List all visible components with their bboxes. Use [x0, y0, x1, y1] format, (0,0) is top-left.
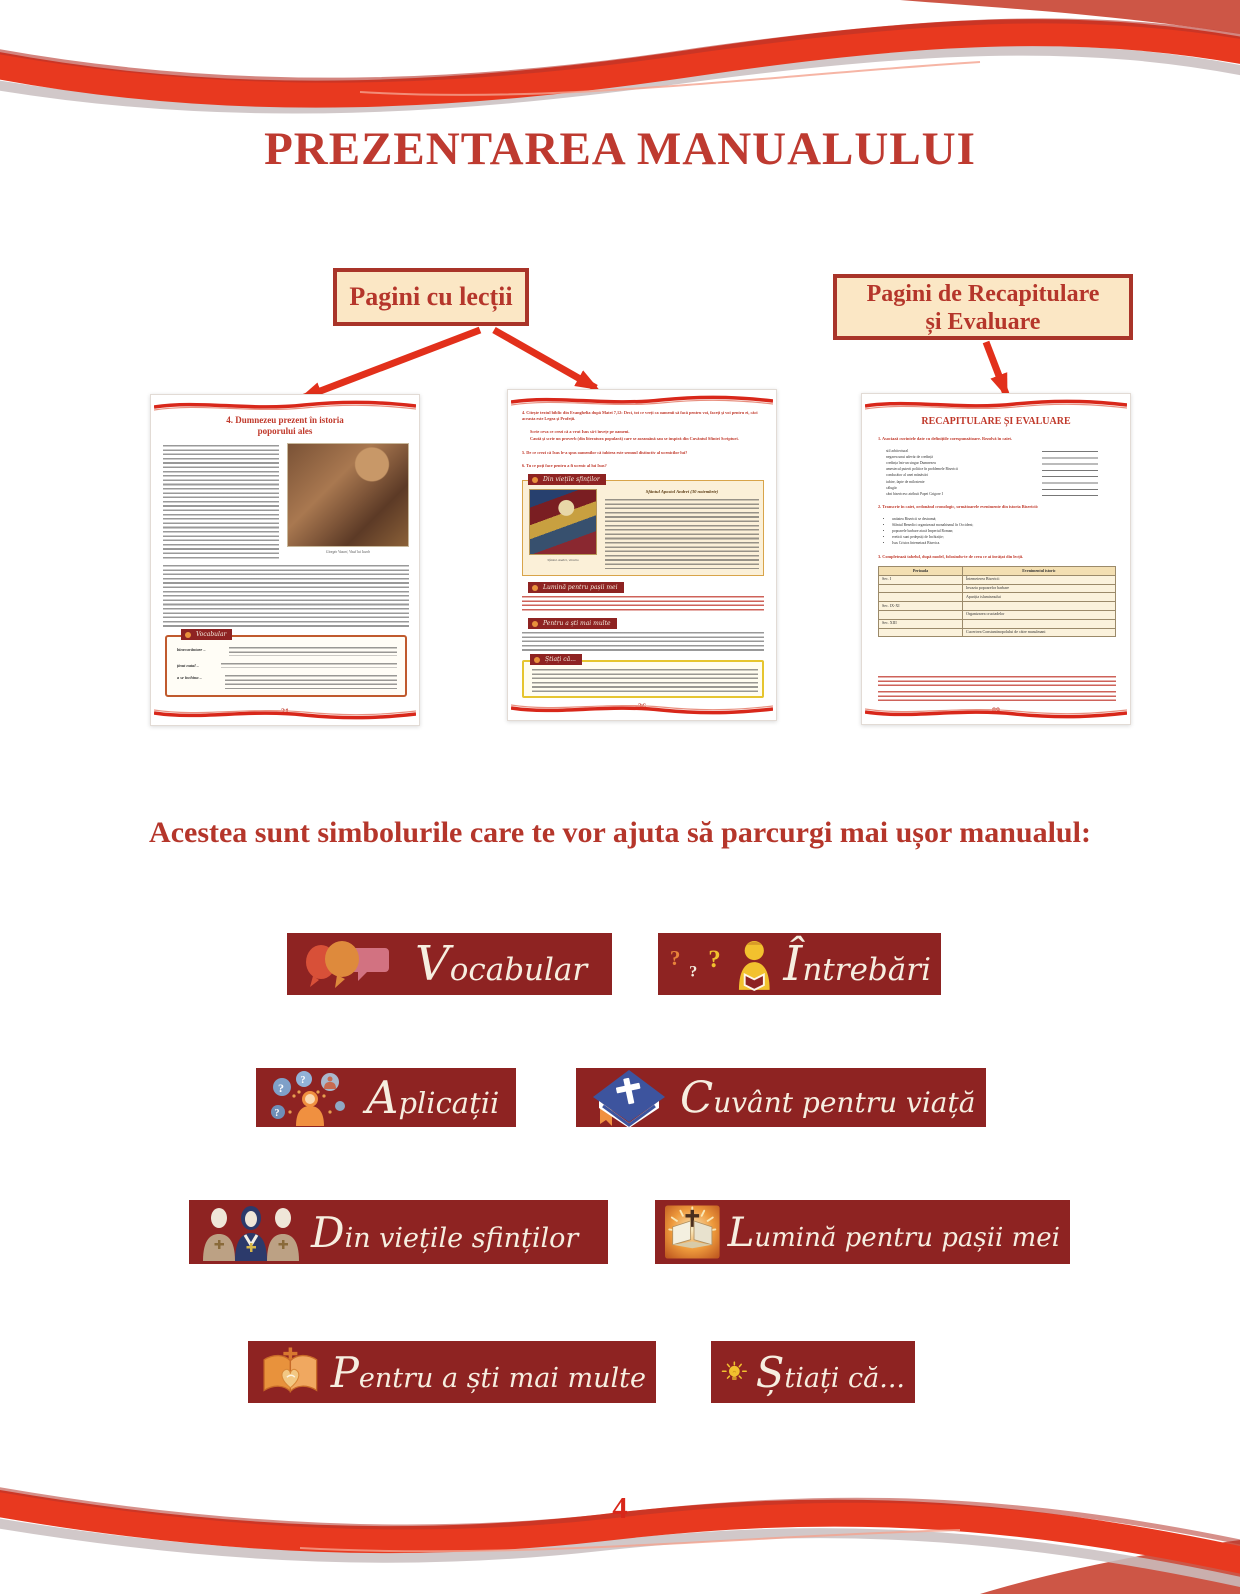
bullet-2: Caută și scrie un proverb (din literatura populară) care se aseamănă sau se inspiră din Cuvântul Sfintei Scripturi.	[530, 436, 739, 441]
text-lines	[522, 632, 764, 652]
table-cell: Sec. XIII	[879, 619, 963, 628]
table-cell: Întemeierea Bisericii	[963, 575, 1116, 584]
table-cell: Cucerirea Constantinopolului de către musulmani	[963, 628, 1116, 637]
events-list	[884, 516, 1114, 547]
table-cell: Organizarea cruciadelor	[963, 610, 1116, 619]
callout-lesson-pages	[333, 268, 529, 326]
open-book-heart-cross-icon	[258, 1342, 323, 1402]
table-row	[879, 619, 1116, 628]
table-row	[879, 593, 1116, 602]
mini-lesson-title-line2: poporului ales	[257, 426, 313, 436]
bible-cross-icon	[586, 1068, 672, 1128]
table-header: Perioada	[879, 567, 963, 576]
list-item: • Isus Cristos întemeiază Biserica.	[892, 540, 1114, 546]
text-lines	[878, 676, 1116, 688]
jacob-dream-painting	[287, 443, 409, 547]
symbols-heading: Acestea sunt simbolurile care te vor ajuta să parcurgi mai ușor manualul:	[149, 816, 1091, 849]
table-cell	[879, 610, 963, 619]
text-lines	[605, 499, 759, 569]
table-header: Evenimentul istoric	[963, 567, 1116, 576]
list-item: • Sfântul Benedict organizează monahismul în Occident;	[892, 522, 1114, 528]
callout-review-pages	[833, 274, 1133, 340]
list-item: călugăr	[886, 485, 897, 490]
stained-glass-caption: Sfântul Andrei, vitraliu	[547, 558, 579, 562]
banner-label: Lumină pentru pașii mei	[727, 1208, 1060, 1256]
thinking-person-icon	[266, 1070, 358, 1126]
table-cell	[879, 593, 963, 602]
speech-bubbles-icon	[297, 938, 407, 990]
banner-label: Știați că...	[755, 1347, 905, 1397]
mini-page-number: 36	[638, 702, 646, 711]
banner-label: Pentru a ști mai multe	[330, 1347, 646, 1397]
table-cell	[963, 619, 1116, 628]
vocab-term: a se închina –	[177, 675, 202, 680]
text-lines	[229, 647, 397, 656]
saint-title: Sfântul Apostol Andrei (30 noiembrie)	[645, 489, 719, 494]
list-item: • ereticii sunt pedepsiți de Inchiziție;	[892, 534, 1114, 540]
banner-pentru-a-sti-mai-multe	[248, 1341, 656, 1403]
table-row	[879, 584, 1116, 593]
list-item: • popoarele barbare atacă Imperiul Roman;	[892, 528, 1114, 534]
mini-light-banner: Lumină pentru pașii mei	[528, 582, 624, 593]
callout-review-line2: și Evaluare	[925, 309, 1041, 335]
mini-page-number: 89	[992, 706, 1000, 715]
text-lines	[163, 565, 409, 627]
svg-text:?: ?	[708, 945, 721, 973]
table-cell: Apariția islamismului	[963, 593, 1116, 602]
svg-text:?: ?	[278, 1080, 284, 1095]
list-item: amestecul puterii politice în problemele Bisericii	[886, 467, 958, 472]
vocab-term: ținut natal –	[177, 663, 199, 668]
banner-cuvant-pentru-viata	[576, 1068, 986, 1127]
list-item: iubire, fapte de milostenie	[886, 479, 925, 484]
history-table	[878, 566, 1116, 637]
table-cell	[963, 602, 1116, 611]
thumbnail-activities-page	[507, 389, 777, 721]
question-5: 5. De ce crezi că Isus le-a spus oamenilor că iubirea este semnul distinctiv al ucenicilor lui?	[522, 450, 688, 455]
bullet-1: Scrie ceva ce crezi că a vrut Isus să-i învețe pe oameni.	[530, 429, 630, 434]
table-row	[879, 628, 1116, 637]
thumbnail-review-page	[861, 393, 1131, 725]
list-item: cânt bisericesc atribuit Papei Grigore I	[886, 491, 943, 496]
mini-didyouknow-banner: Știați că...	[530, 654, 582, 665]
mini-wave-icon	[865, 708, 1127, 721]
banner-label: Cuvânt pentru viață	[680, 1072, 976, 1123]
mini-wave-icon	[154, 398, 416, 411]
callout-lesson-label: Pagini cu lecții	[349, 282, 513, 311]
list-item: • unitatea Bisericii se destramă;	[892, 516, 1114, 522]
painting-caption: Giorgio Vasari, Visul lui Iacob	[325, 550, 371, 554]
three-saints-icon	[199, 1203, 303, 1261]
page-number: 4	[612, 1490, 628, 1525]
exercise-1: 1. Asociază cuvintele date cu definițiile corespunzătoare. Rezolvă în caiet.	[878, 436, 1012, 441]
exercise-2: 2. Transcrie în caiet, ordonând cronologic, următoarele evenimente din istoria Bisericii:	[878, 504, 1039, 509]
svg-text:?: ?	[689, 961, 698, 981]
table-row	[879, 575, 1116, 584]
definition-list	[878, 448, 1018, 497]
svg-text:?: ?	[274, 1107, 280, 1119]
mini-lesson-title-line1: 4. Dumnezeu prezent în istoria	[226, 415, 344, 425]
mini-page-number: 21	[281, 707, 289, 716]
mini-wave-icon	[511, 704, 773, 717]
table-cell: Invazia popoarelor barbare	[963, 584, 1116, 593]
banner-label: Din viețile sfinților	[311, 1207, 579, 1257]
banner-label: Aplicații	[366, 1071, 500, 1124]
list-item: credința într-un singur Dumnezeu	[886, 461, 936, 466]
mini-wave-icon	[865, 397, 1127, 410]
mini-wave-icon	[511, 393, 773, 406]
svg-text:?: ?	[669, 945, 681, 970]
saint-andrew-stained-glass	[529, 489, 597, 555]
glowing-open-book-icon	[665, 1201, 720, 1263]
lightbulb-icon	[721, 1343, 748, 1401]
table-cell: Sec. IX-XI	[879, 602, 963, 611]
table-cell	[879, 628, 963, 637]
question-4: 4. Citește textul biblic din Evanghelia după Matei 7,12: Deci, tot ce vreți ca oamenii să facă pentru voi, faceți și voi pentru ei, căci aceasta este Legea și Profeții.	[522, 410, 758, 421]
banner-label: Întrebări	[783, 936, 931, 992]
banner-label: Vocabular	[415, 936, 588, 992]
vocab-term: binecuvântare –	[177, 647, 206, 652]
text-lines	[522, 596, 764, 612]
review-title: RECAPITULARE ȘI EVALUARE	[921, 416, 1071, 427]
banner-intrebari	[658, 933, 941, 995]
table-cell: Sec. I	[879, 575, 963, 584]
list-item: negarea unui adevăr de credință	[886, 455, 933, 460]
text-lines	[221, 663, 397, 668]
text-lines	[225, 675, 397, 689]
mini-more-banner: Pentru a ști mai multe	[528, 618, 617, 629]
mini-vocabular-banner: Vocabular	[181, 629, 232, 640]
banner-din-vietile-sfintilor	[189, 1200, 608, 1264]
mini-saints-banner: Din viețile sfinților	[528, 474, 606, 485]
exercise-3: 3. Completează tabelul, după model, folosindu-te de ceea ce ai învățat din lecții.	[878, 554, 1024, 559]
question-marks-reader-icon	[668, 937, 775, 991]
list-item: conducător al unei mănăstiri	[886, 473, 928, 478]
banner-lumina-pentru-pasii-mei	[655, 1200, 1070, 1264]
question-6: 6. Tu ce poți face pentru a fi ucenic al lui Isus?	[522, 463, 607, 468]
list-item: stil arhitectural	[886, 449, 909, 453]
banner-vocabular	[287, 933, 612, 995]
table-row	[879, 602, 1116, 611]
thumbnail-lesson-page	[150, 394, 420, 726]
svg-text:?: ?	[300, 1074, 306, 1086]
table-cell	[879, 584, 963, 593]
answer-blanks	[1042, 451, 1098, 499]
page-title: PREZENTAREA MANUALULUI	[264, 123, 976, 175]
text-lines	[163, 445, 279, 561]
mini-wave-icon	[154, 709, 416, 722]
vocabular-box	[165, 635, 407, 697]
top-wave-decoration	[0, 0, 1240, 125]
banner-stiati-ca	[711, 1341, 915, 1403]
callout-review-line1: Pagini de Recapitulare	[866, 281, 1100, 307]
text-lines	[878, 691, 1116, 701]
banner-aplicatii	[256, 1068, 516, 1127]
table-row	[879, 610, 1116, 619]
text-lines	[532, 669, 758, 694]
saint-box	[522, 480, 764, 576]
didyouknow-box	[522, 660, 764, 698]
